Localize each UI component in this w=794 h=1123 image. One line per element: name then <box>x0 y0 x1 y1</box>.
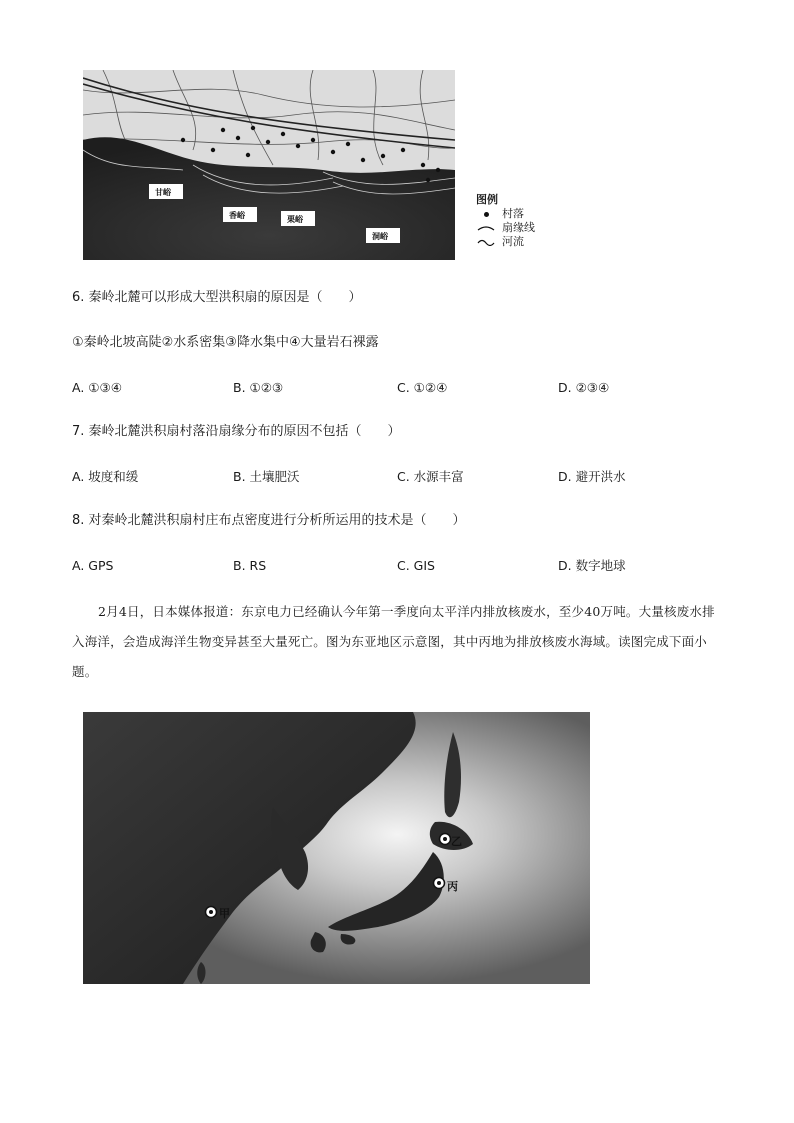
qinling-map-drawing <box>83 70 455 260</box>
east-asia-map-drawing <box>83 712 590 984</box>
q7-option-a: A. 坡度和缓 <box>72 469 139 484</box>
q8-option-a: A. GPS <box>72 558 114 573</box>
q7-option-d: D. 避开洪水 <box>558 469 626 484</box>
map-legend <box>476 193 535 249</box>
qinling-fan-map <box>83 70 455 260</box>
legend-item-village: 村落 <box>476 207 535 221</box>
q8-stem: 8. 对秦岭北麓洪积扇村庄布点密度进行分析所运用的技术是（ ） <box>72 513 466 528</box>
q8-option-d: D. 数字地球 <box>558 558 626 573</box>
marker-yi: 乙 <box>451 835 462 848</box>
q8-option-c: C. GIS <box>397 558 435 573</box>
q6-option-c: C. ①②④ <box>397 380 448 395</box>
legend-title: 图例 <box>476 193 498 206</box>
map1-label-liyu: 栗峪 <box>287 215 303 224</box>
q7-option-b: B. 土壤肥沃 <box>233 469 300 484</box>
q7-option-c: C. 水源丰富 <box>397 469 464 484</box>
q6-option-b: B. ①②③ <box>233 380 284 395</box>
map1-label-dongyu: 洞峪 <box>372 232 388 241</box>
fan-edge-line-icon <box>477 224 495 232</box>
river-wave-icon <box>477 238 495 246</box>
east-asia-map <box>83 712 590 984</box>
q6-statements: ①秦岭北坡高陡②水系密集③降水集中④大量岩石裸露 <box>72 335 379 350</box>
passage-text: 2月4日，日本媒体报道：东京电力已经确认今年第一季度向太平洋内排放核废水，至少40万吨。大量核废水排入海洋，会造成海洋生物变异甚至大量死亡。图为东亚地区示意图，其中丙地为排放核废水海域。读图完成下面小题。 <box>72 604 715 679</box>
marker-bing: 丙 <box>447 880 458 893</box>
map1-label-xiangyu: 香峪 <box>229 211 245 220</box>
legend-item-fan-edge: 扇缘线 <box>476 221 535 235</box>
legend-item-river: 河流 <box>476 235 535 249</box>
q6-stem: 6. 秦岭北麓可以形成大型洪积扇的原因是（ ） <box>72 290 362 305</box>
q7-stem: 7. 秦岭北麓洪积扇村落沿扇缘分布的原因不包括（ ） <box>72 424 401 439</box>
map1-label-ganyu: 甘峪 <box>155 188 171 197</box>
q8-option-b: B. RS <box>233 558 267 573</box>
village-dot-icon <box>484 212 489 217</box>
q6-option-d: D. ②③④ <box>558 380 610 395</box>
q6-option-a: A. ①③④ <box>72 380 122 395</box>
marker-jia: 甲 <box>219 907 230 920</box>
